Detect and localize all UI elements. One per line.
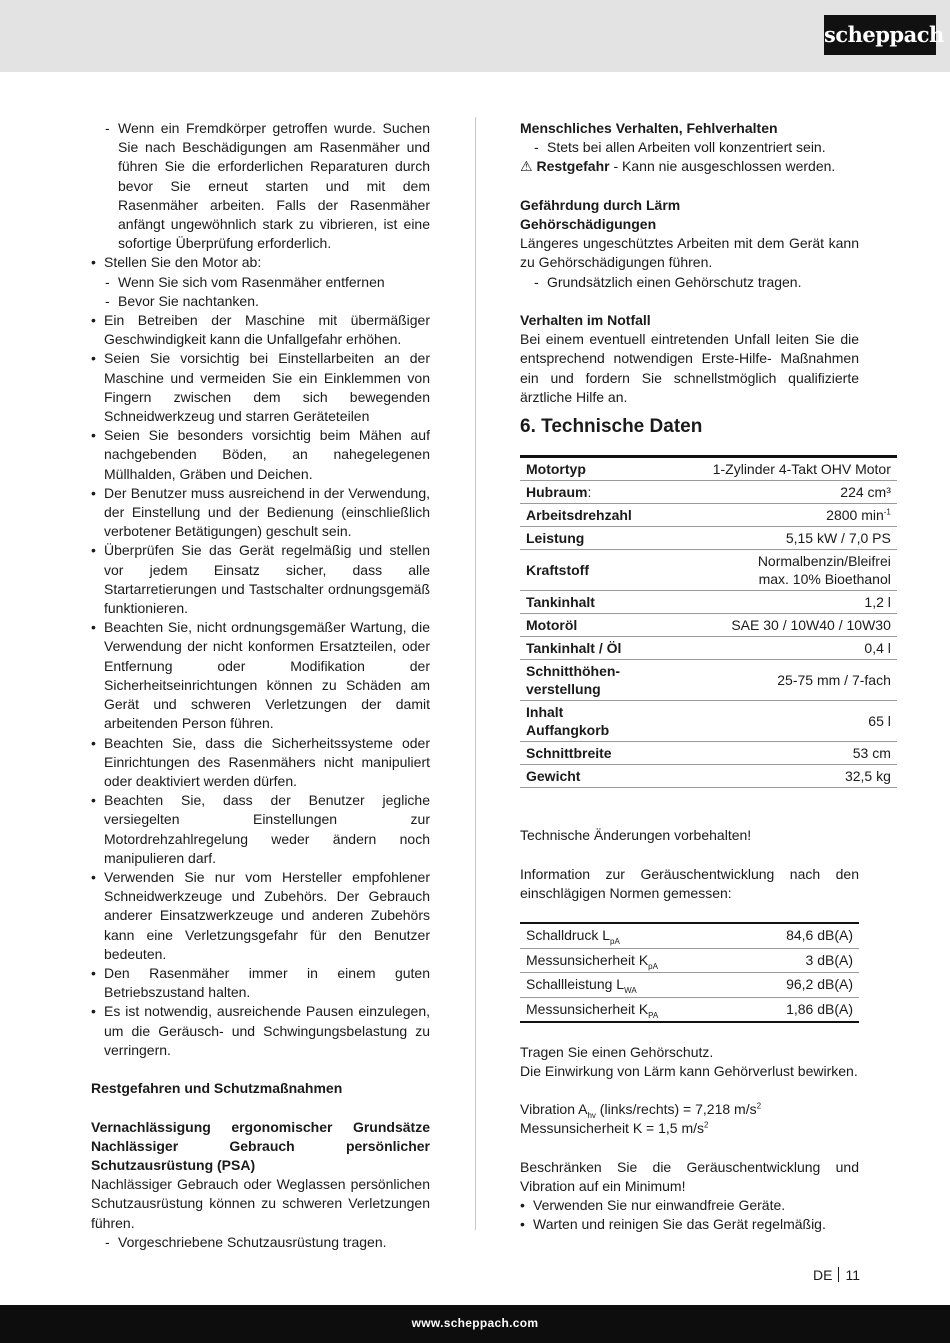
list-item: • Der Benutzer muss ausreichend in der Verwendung, der Einstellung und der Bedienung (einschließlich verbotener Betätigungen) geschult sein. — [91, 484, 430, 540]
list-item: - Bevor Sie nachtanken. — [105, 292, 259, 309]
emergency-text: Bei einem eventuell eintretenden Unfall leiten Sie die entsprechend notwendigen Erste-Hilfe- Maßnahmen ein und fordern Sie schnellstmöglich qualifizierte ärztliche Hilfe an. — [520, 331, 859, 405]
list-item: • Beachten Sie, dass die Sicherheitssysteme oder Einrichtungen des Rasenmähers nicht manipuliert oder deaktiviert werden dürfen. — [91, 734, 430, 789]
list-item: • Seien Sie besonders vorsichtig beim Mähen auf nachgebenden Böden, an nahegelegenen Müllhalden, Gräben und Deichen. — [91, 427, 430, 482]
changes-note: Technische Änderungen vorbehalten! — [520, 827, 752, 844]
hearing-protection-text: Tragen Sie einen Gehörschutz. — [520, 1043, 714, 1060]
table-row: Schnittbreite 53 cm — [520, 742, 897, 765]
list-item: - Vorgeschriebene Schutzausrüstung tragen. — [105, 1233, 387, 1250]
limit-text: Beschränken Sie die Geräuschentwicklung und Vibration auf ein Minimum! — [520, 1158, 859, 1194]
header-bar — [0, 0, 950, 72]
vibration-uncertainty: Messunsicherheit K = 1,5 $m/s^2$ — [520, 1120, 709, 1137]
table-row: Tankinhalt 1,2 l — [520, 591, 897, 614]
column-divider — [475, 117, 476, 1230]
list-item: • Stellen Sie den Motor ab: — [91, 254, 262, 271]
table-row: Schalldruck $L_{pA}$ 84,6 dB(A) — [520, 923, 859, 948]
table-row: Motoröl SAE 30 / 10W40 / 10W30 — [520, 614, 897, 637]
table-row: Motortyp 1-Zylinder 4-Takt OHV Motor — [520, 457, 897, 481]
noise-table — [520, 922, 859, 1023]
table-row: Schallleistung $L_{WA}$ 96,2 dB(A) — [520, 973, 859, 998]
list-item: • Beachten Sie, nicht ordnungsgemäßer Wartung, die Verwendung der nicht konformen Ersatzteilen, oder Entfernung oder Modifikation der Sicherheitseinrichtungen können zu Schäden am Gerät und schweren Verletzungen der damit arbeitenden Person führen. — [91, 619, 430, 732]
table-row: Tankinhalt / Öl 0,4 l — [520, 637, 897, 660]
vibration-value: Vibration $A_{hv}$ (links/rechts) = 7,218 $m/s^2$ — [520, 1101, 762, 1120]
left-column — [91, 119, 430, 1252]
list-item: • Ein Betreiben der Maschine mit übermäßiger Geschwindigkeit kann die Unfallgefahr erhöhen. — [91, 312, 430, 348]
list-item: • Seien Sie vorsichtig bei Einstellarbeiten an der Maschine und vermeiden Sie ein Einklemmen von Fingern zwischen dem sich bewegenden Schneidwerkzeug und starren Geräteteilen — [91, 350, 430, 425]
section-title: 6. Technische Daten — [520, 416, 703, 438]
table-row: Gewicht 32,5 kg — [520, 765, 897, 788]
list-item: • Den Rasenmäher immer in einem guten Betriebszustand halten. — [91, 964, 430, 1001]
right-column — [520, 119, 891, 1235]
table-row: Leistung 5,15 kW / 7,0 PS — [520, 527, 897, 550]
footer-bar — [0, 1305, 950, 1343]
table-row: Messunsicherheit $K_{pA}$ 3 dB(A) — [520, 948, 859, 973]
brand-logo: scheppach — [824, 15, 936, 55]
residual-risk-line: ⚠ Restgefahr - Kann nie ausgeschlossen werden. — [520, 158, 836, 175]
noise-hazard-heading: Gefährdung durch Lärm — [520, 196, 681, 213]
list-item: - Stets bei allen Arbeiten voll konzentriert sein. — [534, 139, 826, 156]
list-item: - Wenn ein Fremdkörper getroffen wurde. Suchen Sie nach Beschädigungen am Rasenmäher und führen Sie die erforderlichen Reparaturen durch bevor Sie erneut starten und mit dem Rasenmäher arbeiten. Falls der Rasenmäher anfängt ungewöhnlich stark zu vibrieren, ist eine sofortige Überprüfung erforderlich. — [105, 120, 430, 252]
table-row: Hubraum: 224 cm³ — [520, 481, 897, 504]
ergonomics-text: Nachlässiger Gebrauch oder Weglassen persönlichen Schutzausrüstung können zu schweren Verletzungen führen. — [91, 1176, 430, 1231]
table-row: Inhalt Auffangkorb 65 l — [520, 701, 897, 742]
warning-icon: ⚠ — [520, 158, 533, 175]
hearing-loss-text: Die Einwirkung von Lärm kann Gehörverlust bewirken. — [520, 1062, 858, 1079]
list-item: • Beachten Sie, dass der Benutzer jegliche versiegelten Einstellungen zur Motordrehzahlregelung weder ändern noch manipulieren darf. — [91, 792, 430, 866]
list-item: • Verwenden Sie nur vom Hersteller empfohlener Schneidwerkzeuge und Zubehörs. Der Gebrauch anderer Einsatzwerkzeuge und anderen Zubehörs kann eine Verletzungsgefahr für den Benutzer bedeuten. — [91, 868, 430, 962]
table-row: Kraftstoff Normalbenzin/Bleifrei max. 10% Bioethanol — [520, 550, 897, 591]
ergonomics-heading: Vernachlässigung ergonomischer Grundsätze Nachlässiger Gebrauch persönlicher Schutzausrüstung (PSA) — [91, 1118, 430, 1173]
website-link[interactable]: www.scheppach.com — [411, 1316, 539, 1330]
human-behaviour-heading: Menschliches Verhalten, Fehlverhalten — [520, 120, 778, 136]
noise-info: Information zur Geräuschentwicklung nach den einschlägigen Normen gemessen: — [520, 865, 859, 901]
table-row: Arbeitsdrehzahl 2800 $\min^{-1}$ — [520, 504, 897, 527]
list-item: • Überprüfen Sie das Gerät regelmäßig und stellen vor jedem Einsatz sicher, dass alle Startarretierungen und Tastschalter ordnungsgemäß funktionieren. — [91, 542, 430, 617]
hearing-damage-heading: Gehörschädigungen — [520, 216, 657, 232]
residual-risks-heading: Restgefahren und Schutzmaßnahmen — [91, 1080, 343, 1097]
table-row: Schnitthöhen-verstellung 25-75 mm / 7-fach — [520, 660, 897, 701]
list-item: • Warten und reinigen Sie das Gerät regelmäßig. — [520, 1216, 826, 1233]
page-number: DE 11 — [813, 1267, 860, 1283]
emergency-heading: Verhalten im Notfall — [520, 312, 651, 328]
list-item: - Wenn Sie sich vom Rasenmäher entfernen — [105, 273, 385, 290]
list-item: • Es ist notwendig, ausreichende Pausen einzulegen, um die Geräusch- und Schwingungsbelastung zu verringern. — [91, 1003, 430, 1058]
noise-text: Längeres ungeschütztes Arbeiten mit dem Gerät kann zu Gehörschädigungen führen. — [520, 235, 859, 271]
table-row: Messunsicherheit $K_{PA}$ 1,86 dB(A) — [520, 997, 859, 1022]
list-item: - Grundsätzlich einen Gehörschutz tragen. — [534, 273, 802, 290]
tech-data-table — [520, 455, 897, 788]
list-item: • Verwenden Sie nur einwandfreie Geräte. — [520, 1197, 786, 1214]
